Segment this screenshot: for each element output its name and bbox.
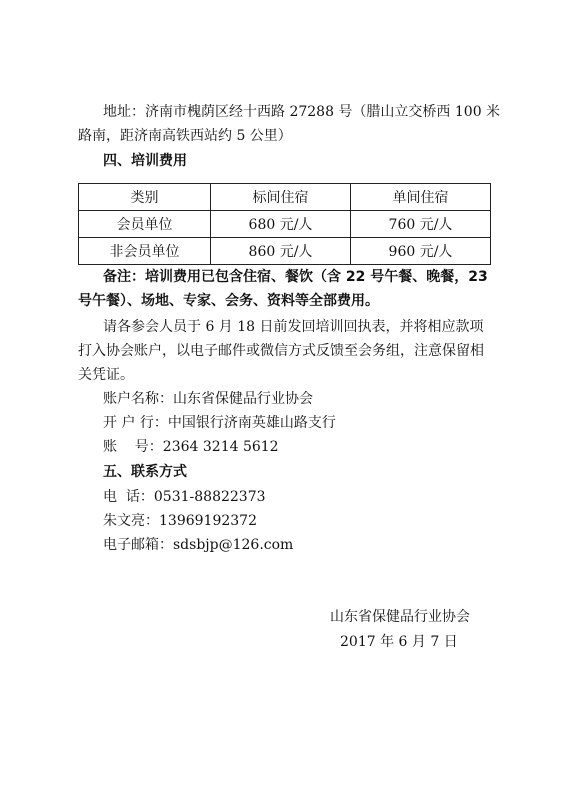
header-cell: 标间住宿 xyxy=(211,184,351,211)
signature-date: 2017 年 6 月 7 日 xyxy=(340,634,458,650)
contact-email: 电子邮箱：sdsbjp@126.com xyxy=(103,537,294,553)
header-cell: 单间住宿 xyxy=(351,184,491,211)
table-cell: 会员单位 xyxy=(79,211,211,238)
account-bank: 开 户 行：中国银行济南英雄山路支行 xyxy=(103,415,336,431)
contact-person: 朱文亮：13969192372 xyxy=(103,513,257,529)
contact-phone: 电 话：0531-88822373 xyxy=(103,489,266,505)
section-5-title: 五、联系方式 xyxy=(103,464,187,480)
note-line-1: 备注：培训费用已包含住宿、餐饮（含 22 号午餐、晚餐，23 xyxy=(103,269,488,285)
signature-org: 山东省保健品行业协会 xyxy=(330,609,470,625)
table-cell: 760 元/人 xyxy=(351,211,491,238)
account-number: 账 号：2364 3214 5612 xyxy=(103,439,279,455)
instruction-line-3: 关凭证。 xyxy=(78,367,134,383)
header-cell: 类别 xyxy=(79,184,211,211)
instruction-line-1: 请各参会人员于 6 月 18 日前发回培训回执表，并将相应款项 xyxy=(103,319,484,335)
instruction-line-2: 打入协会账户，以电子邮件或微信方式反馈至会务组，注意保留相 xyxy=(78,343,484,359)
table-cell: 680 元/人 xyxy=(211,211,351,238)
address-line-2: 路南，距济南高铁西站约 5 公里） xyxy=(78,128,292,144)
fee-table xyxy=(78,183,491,265)
table-cell: 非会员单位 xyxy=(79,238,211,265)
table-cell: 860 元/人 xyxy=(211,238,351,265)
section-4-title: 四、培训费用 xyxy=(103,153,187,169)
note-line-2: 号午餐）、场地、专家、会务、资料等全部费用。 xyxy=(78,293,379,309)
table-row xyxy=(79,238,491,265)
table-row xyxy=(79,211,491,238)
account-name: 账户名称：山东省保健品行业协会 xyxy=(103,391,313,407)
address-line-1: 地址：济南市槐荫区经十西路 27288 号（腊山立交桥西 100 米 xyxy=(103,104,501,120)
table-cell: 960 元/人 xyxy=(351,238,491,265)
table-header-row xyxy=(79,184,491,211)
